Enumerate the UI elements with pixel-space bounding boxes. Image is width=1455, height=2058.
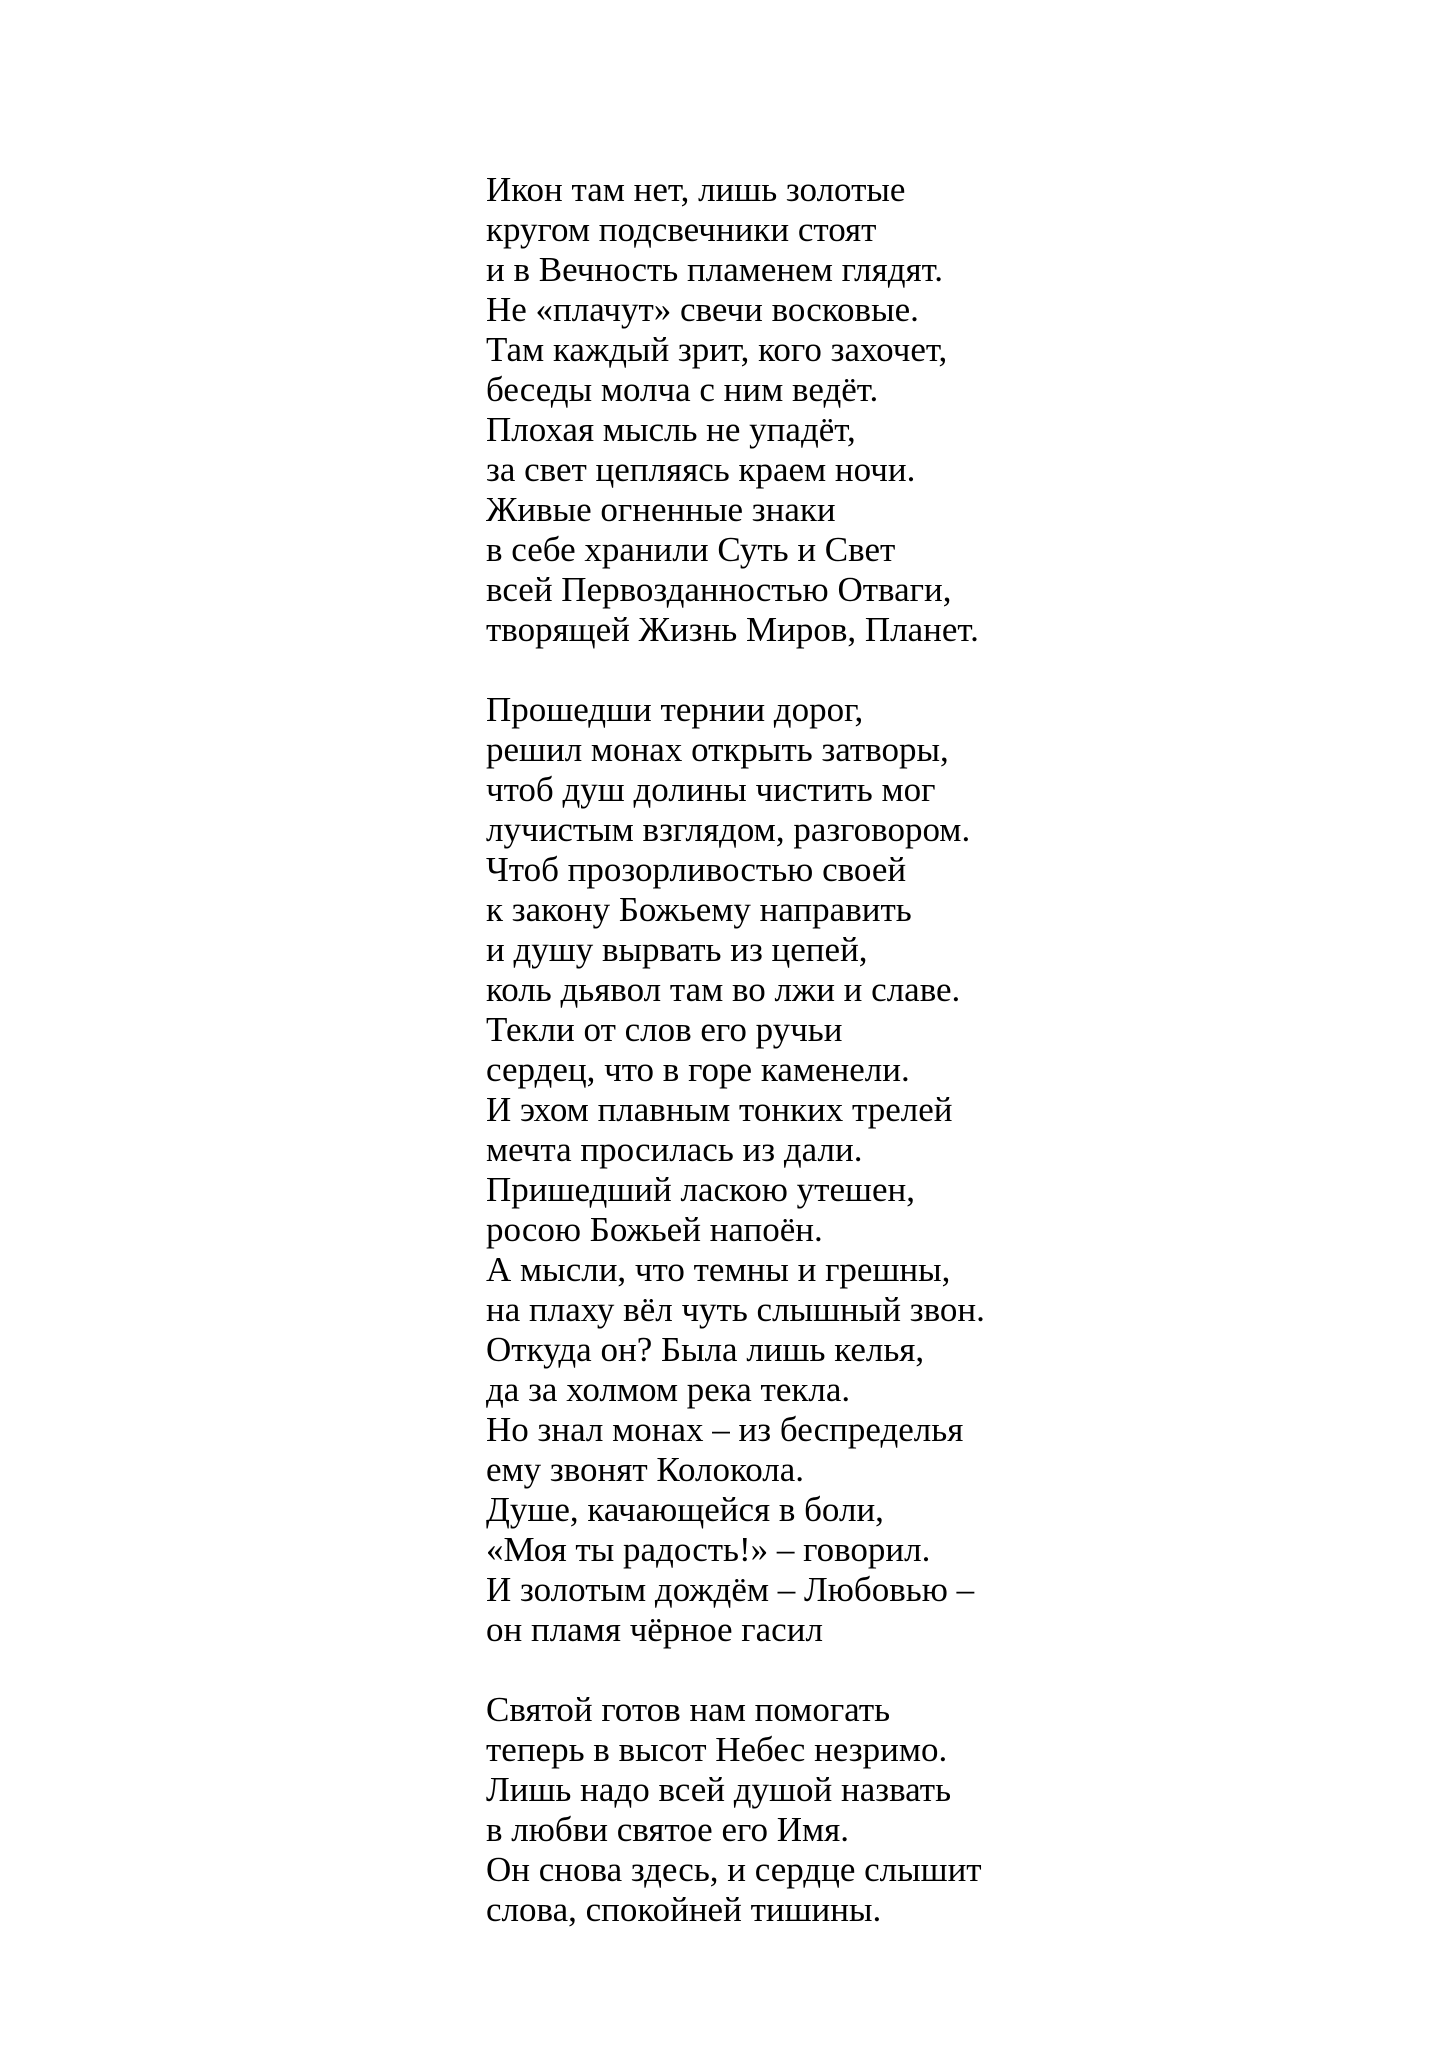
poem-line: и в Вечность пламенем глядят. xyxy=(486,250,944,289)
poem-line: коль дьявол там во лжи и славе. xyxy=(486,970,961,1009)
poem-line: Плохая мысль не упадёт, xyxy=(486,410,856,449)
poem-line: Он снова здесь, и сердце слышит xyxy=(486,1850,982,1889)
poem-line: Живые огненные знаки xyxy=(486,490,836,529)
poem-line: всей Первозданностью Отваги, xyxy=(486,570,952,609)
poem-line: в любви святое его Имя. xyxy=(486,1810,849,1849)
poem-line: ему звонят Колокола. xyxy=(486,1450,805,1489)
poem-line: к закону Божьему направить xyxy=(486,890,912,929)
stanza-3 xyxy=(486,1690,985,1930)
poem-line: И золотым дождём – Любовью – xyxy=(486,1570,975,1609)
poem-line: на плаху вёл чуть слышный звон. xyxy=(486,1290,985,1329)
poem-line: в себе хранили Суть и Свет xyxy=(486,530,896,569)
stanza-2 xyxy=(486,690,985,1650)
poem-line: и душу вырвать из цепей, xyxy=(486,930,868,969)
poem-line: сердец, что в горе каменели. xyxy=(486,1050,910,1089)
poem-text-block xyxy=(486,170,985,1930)
poem-line: за свет цепляясь краем ночи. xyxy=(486,450,916,489)
poem-line: слова, спокойней тишины. xyxy=(486,1890,882,1929)
poem-line: «Моя ты радость!» – говорил. xyxy=(486,1530,931,1569)
poem-line: лучистым взглядом, разговором. xyxy=(486,810,971,849)
stanza-1 xyxy=(486,170,985,650)
poem-line: А мысли, что темны и грешны, xyxy=(486,1250,951,1289)
poem-line: творящей Жизнь Миров, Планет. xyxy=(486,610,979,649)
poem-line: Святой готов нам помогать xyxy=(486,1690,891,1729)
poem-line: кругом подсвечники стоят xyxy=(486,210,877,249)
poem-line: Пришедший ласкою утешен, xyxy=(486,1170,915,1209)
poem-line: Лишь надо всей душой назвать xyxy=(486,1770,952,1809)
poem-line: чтоб душ долины чистить мог xyxy=(486,770,936,809)
poem-line: И эхом плавным тонких трелей xyxy=(486,1090,953,1129)
poem-line: Но знал монах – из беспределья xyxy=(486,1410,964,1449)
poem-line: он пламя чёрное гасил xyxy=(486,1610,823,1649)
poem-line: решил монах открыть затворы, xyxy=(486,730,949,769)
poem-line: мечта просилась из дали. xyxy=(486,1130,863,1169)
poem-line: Душе, качающейся в боли, xyxy=(486,1490,884,1529)
poem-line: беседы молча с ним ведёт. xyxy=(486,370,879,409)
poem-line: Не «плачут» свечи восковые. xyxy=(486,290,919,329)
poem-line: Прошедши тернии дорог, xyxy=(486,690,864,729)
poem-line: Текли от слов его ручьи xyxy=(486,1010,843,1049)
poem-line: Икон там нет, лишь золотые xyxy=(486,170,906,209)
poem-line: теперь в высот Небес незримо. xyxy=(486,1730,948,1769)
poem-line: росою Божьей напоён. xyxy=(486,1210,823,1249)
poem-line: Там каждый зрит, кого захочет, xyxy=(486,330,948,369)
poem-line: Чтоб прозорливостью своей xyxy=(486,850,907,889)
poem-line: да за холмом река текла. xyxy=(486,1370,851,1409)
poem-line: Откуда он? Была лишь келья, xyxy=(486,1330,925,1369)
